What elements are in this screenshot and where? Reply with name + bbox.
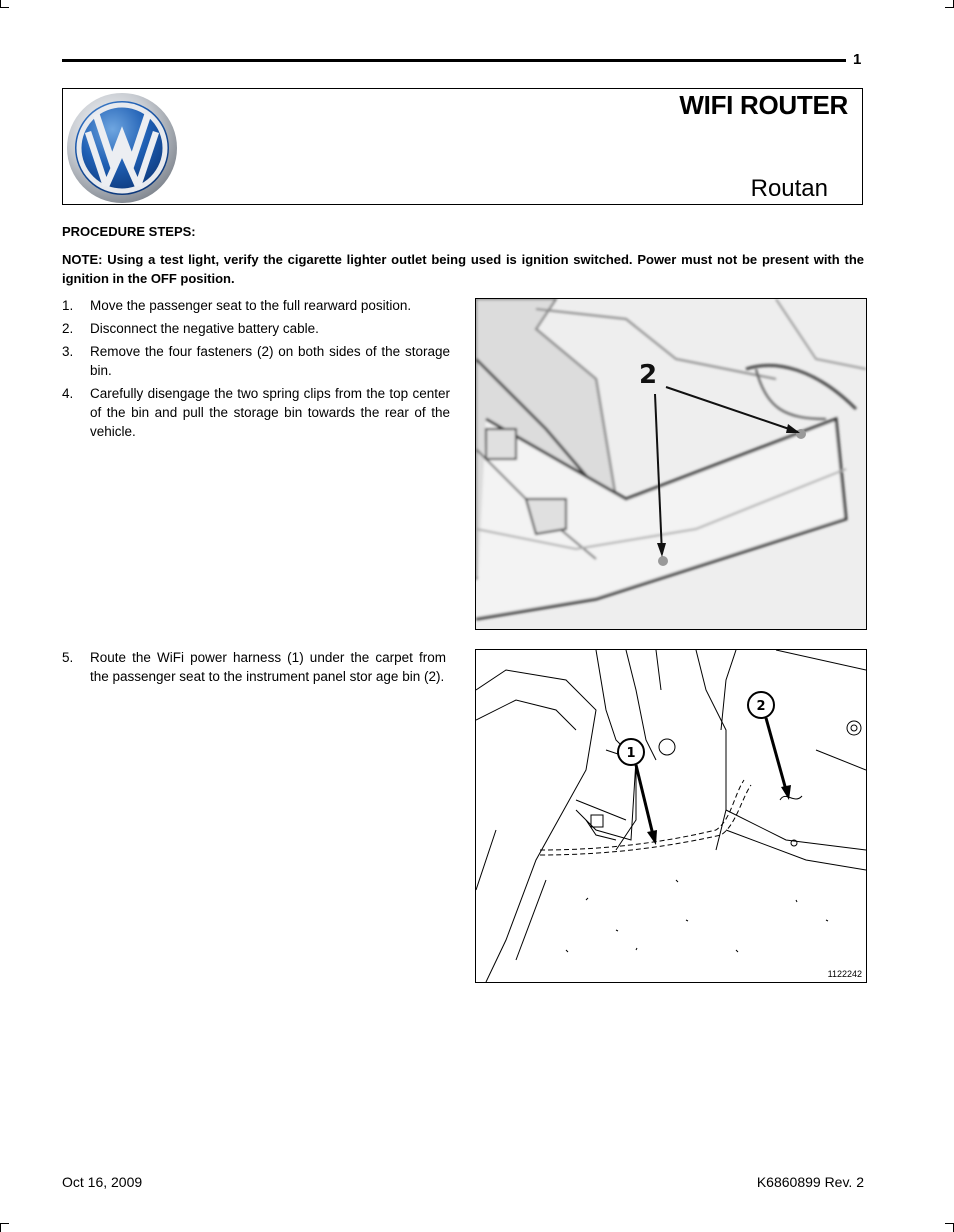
harness-routing-diagram: [475, 649, 867, 983]
figure-id: 1122242: [827, 969, 862, 979]
procedure-steps: [62, 296, 450, 445]
footer-doc-number: K6860899 Rev. 2: [756, 1174, 864, 1190]
crop-mark: [945, 0, 954, 8]
procedure-heading: PROCEDURE STEPS:: [62, 224, 196, 239]
list-item: 1. Move the passenger seat to the full rearward position.: [62, 298, 412, 313]
list-item: 2. Disconnect the negative battery cable.: [62, 321, 319, 336]
procedure-steps: [62, 648, 446, 690]
list-item: 5. Route the WiFi power harness (1) under the carpet from the passenger seat to the instrument panel stor age bin (2).: [62, 650, 446, 684]
footer-date: Oct 16, 2009: [62, 1174, 143, 1190]
callout-label: 1: [626, 746, 636, 761]
callout-label: 2: [756, 699, 766, 714]
list-item: 3. Remove the four fasteners (2) on both sides of the storage bin.: [62, 344, 450, 378]
list-item: 4. Carefully disengage the two spring clips from the top center of the bin and pull the storage bin towards the rear of the vehicle.: [62, 386, 450, 439]
page-number: 1: [853, 51, 862, 68]
safety-note: NOTE: Using a test light, verify the cigarette lighter outlet being used is ignition switched. Power must not be present with the ignition in the OFF position.: [62, 252, 864, 286]
storage-bin-fastener-photo: [475, 298, 867, 630]
document-title: WIFI ROUTER: [679, 90, 848, 120]
title-block: [62, 88, 863, 205]
vehicle-model: Routan: [750, 175, 828, 202]
crop-mark: [0, 0, 9, 8]
callout-label: 2: [639, 360, 658, 390]
vw-logo-icon: [66, 92, 178, 204]
header-rule: [62, 59, 846, 62]
